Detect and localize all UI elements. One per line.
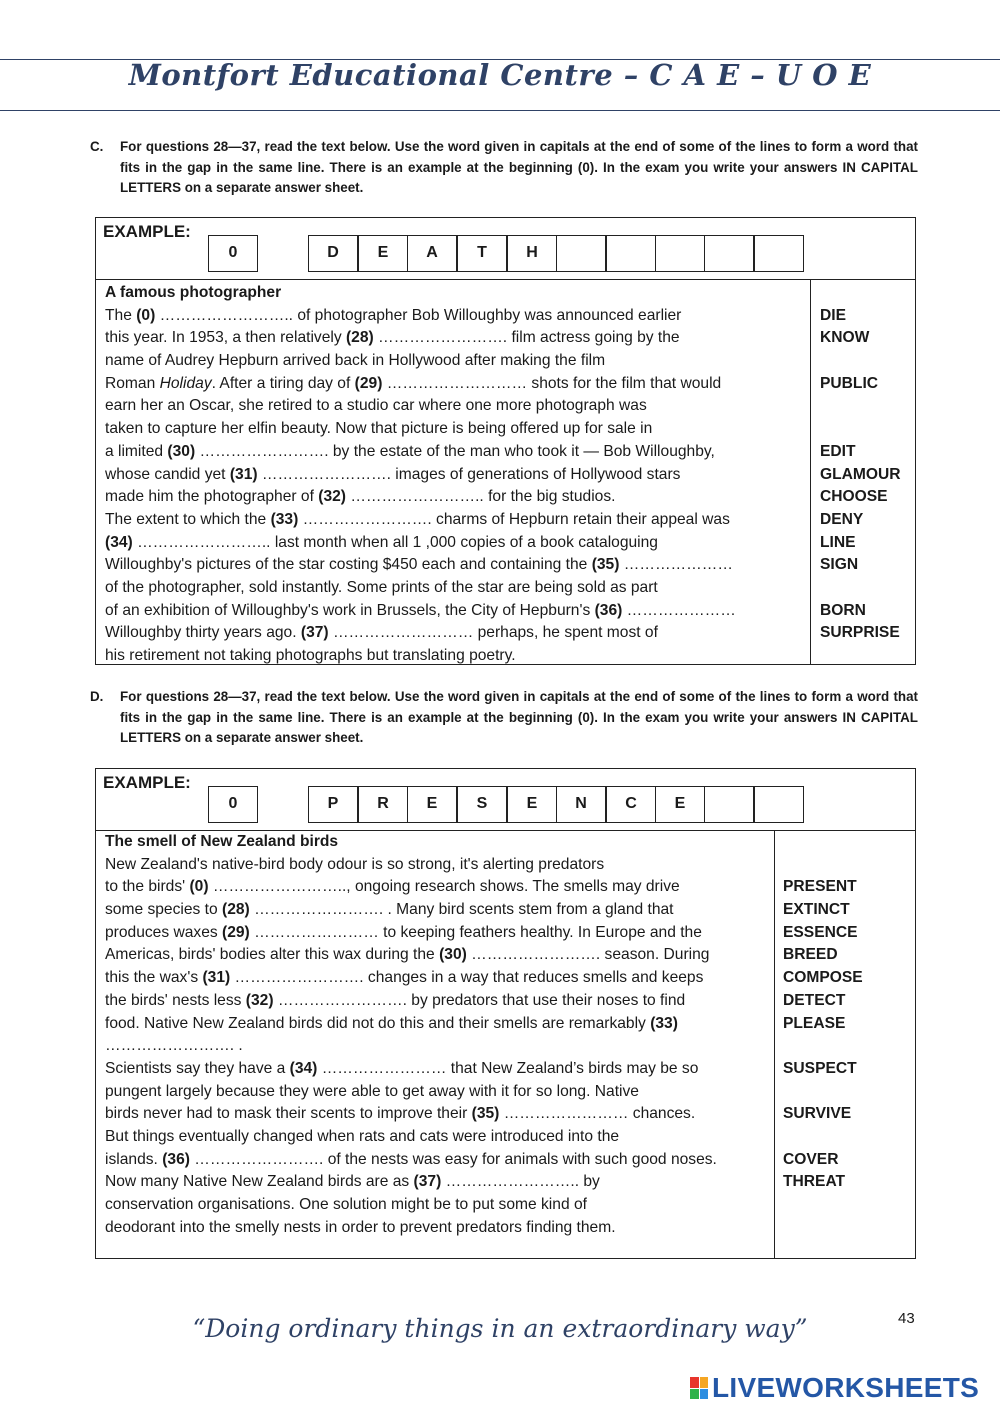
example-number-cell: 0 [208, 786, 258, 823]
example-letter-cell: R [358, 786, 408, 823]
page-header-title: Montfort Educational Centre – C A E – U O E [128, 58, 872, 92]
example-letter-cell: H [507, 235, 557, 272]
passage-lines [105, 305, 736, 668]
keyword [820, 577, 901, 600]
example-letter-cell: T [457, 235, 507, 272]
header-rule-bottom [0, 110, 1000, 111]
passage-line: produces waxes (29) …………………… to keeping feathers healthy. In Europe and the [105, 923, 702, 941]
passage-line: a limited (30) ……………………. by the estate of the man who took it — Bob Willoughby, [105, 442, 715, 460]
keyword [783, 1217, 863, 1240]
keyword: DIE [820, 306, 846, 324]
page-number: 43 [898, 1310, 915, 1327]
passage-line: of an exhibition of Willoughby's work in Brussels, the City of Hepburn's (36) ………………… [105, 601, 736, 619]
example-letter-cell [655, 235, 705, 272]
passage-line: islands. (36) ……………………. of the nests was easy for animals with such good noses. [105, 1150, 717, 1168]
passage-line: some species to (28) ……………………. . Many bird scents stem from a gland that [105, 901, 674, 919]
keyword [820, 645, 901, 668]
column-divider [774, 830, 775, 1258]
liveworksheets-brand: LIVEWORKSHEETS [712, 1372, 980, 1403]
keyword: PUBLIC [820, 374, 879, 392]
keyword [783, 1126, 863, 1149]
keyword [820, 395, 901, 418]
passage-line: name of Audrey Hepburn arrived back in Hollywood after making the film [105, 352, 606, 370]
keyword [783, 854, 863, 877]
example-letter-cell: E [407, 786, 457, 823]
passage-line: New Zealand's native-bird body odour is so strong, it's alerting predators [105, 855, 605, 873]
passage-line: birds never had to mask their scents to improve their (35) …………………… chances. [105, 1105, 696, 1123]
passage-line: Willoughby thirty years ago. (37) ……………………… perhaps, he spent most of [105, 624, 658, 642]
passage-line: whose candid yet (31) ……………………. images of generations of Hollywood stars [105, 465, 681, 483]
footer-motto: “Doing ordinary things in an extraordinary way” [192, 1314, 808, 1343]
passage-line: made him the photographer of (32) …………………….. for the big studios. [105, 488, 616, 506]
example-letter-cell [556, 235, 606, 272]
section-c-passage [105, 282, 736, 668]
keyword: SUSPECT [783, 1059, 857, 1077]
example-letter-cell: E [507, 786, 557, 823]
section-c-letter: C. [90, 139, 104, 154]
section-c-instruction-text: For questions 28—37, read the text below. Use the word given in capitals at the end of some of the lines to form a word that fits in the gap in the same line. There is an example at the beginning (0). In the exam you write your answers IN CAPITAL LETTERS on a separate answer sheet. [120, 139, 918, 195]
keyword: EXTINCT [783, 901, 850, 919]
section-d-instruction-text: For questions 28—37, read the text below. Use the word given in capitals at the end of some of the lines to form a word that fits in the gap in the same line. There is an example at the beginning (0). In the exam you write your answers IN CAPITAL LETTERS on a separate answer sheet. [120, 689, 918, 745]
passage-line: deodorant into the smelly nests in order to prevent predators finding them. [105, 1218, 616, 1236]
passage-line: the birds' nests less (32) ……………………. by predators that use their noses to find [105, 991, 686, 1009]
example-letter-cell [754, 235, 804, 272]
keyword: SURVIVE [783, 1105, 852, 1123]
keyword: COVER [783, 1150, 839, 1168]
example-letter-cell [704, 786, 754, 823]
example-letter-cell: N [556, 786, 606, 823]
passage-line: conservation organisations. One solution might be to put some kind of [105, 1196, 587, 1213]
keyword: GLAMOUR [820, 465, 901, 483]
passage-line: Americas, birds' bodies alter this wax during the (30) ……………………. season. During [105, 946, 710, 964]
keyword: KNOW [820, 329, 870, 347]
passage-line: Willoughby's pictures of the star costing $450 each and containing the (35) ………………… [105, 556, 733, 574]
passage-line: (34) …………………….. last month when all 1 ,000 copies of a book cataloguing [105, 533, 658, 551]
section-d-passage [105, 831, 717, 1239]
passage-line: to the birds' (0) …………………….., ongoing research shows. The smells may drive [105, 878, 680, 896]
passage-line: ……………………. . [105, 1037, 243, 1055]
passage-line: Scientists say they have a (34) …………………… that New Zealand’s birds may be so [105, 1059, 699, 1077]
passage-line: taken to capture her elfin beauty. Now that picture is being offered up for sale in [105, 420, 653, 438]
keyword: THREAT [783, 1173, 846, 1191]
keyword: COMPOSE [783, 969, 863, 987]
keyword [820, 282, 901, 305]
passage-title: The smell of New Zealand birds [105, 833, 339, 850]
passage-line: The extent to which the (33) ……………………. charms of Hepburn retain their appeal was [105, 510, 730, 528]
example-letter-cell: S [457, 786, 507, 823]
passage-line: pungent largely because they were able to get away with it for so long. Native [105, 1082, 639, 1100]
section-c-instruction [90, 137, 918, 199]
liveworksheets-icon [690, 1377, 708, 1399]
keyword [820, 350, 901, 373]
keyword: LINE [820, 533, 856, 551]
example-letter-cell: D [308, 235, 358, 272]
passage-line: his retirement not taking photographs but translating poetry. [105, 647, 516, 664]
section-d-instruction [90, 687, 918, 749]
keyword: SIGN [820, 556, 859, 574]
example-letter-cell [704, 235, 754, 272]
passage-line: The (0) …………………….. of photographer Bob Willoughby was announced earlier [105, 306, 682, 324]
passage-line: of the photographer, sold instantly. Some prints of the star are being sold as part [105, 578, 658, 596]
example-letter-cell: A [407, 235, 457, 272]
keyword [820, 418, 901, 441]
passage-title: A famous photographer [105, 284, 282, 301]
section-d-exercise-box [95, 768, 916, 1259]
keyword: DENY [820, 510, 864, 528]
keyword [783, 1081, 863, 1104]
keyword: CHOOSE [820, 488, 888, 506]
section-d-word-list [783, 831, 863, 1239]
column-divider [810, 279, 811, 664]
keyword [783, 1194, 863, 1217]
example-letter-cell: C [606, 786, 656, 823]
keyword: PLEASE [783, 1014, 846, 1032]
keyword: BORN [820, 601, 866, 619]
keyword [783, 1035, 863, 1058]
liveworksheets-logo[interactable] [690, 1372, 979, 1404]
keyword: BREED [783, 946, 838, 964]
example-letter-cell [754, 786, 804, 823]
example-label: EXAMPLE: [103, 773, 191, 792]
keyword: ESSENCE [783, 923, 858, 941]
keyword: DETECT [783, 991, 846, 1009]
example-number-cell: 0 [208, 235, 258, 272]
example-letter-cell [606, 235, 656, 272]
section-c-word-list [820, 282, 901, 668]
example-letter-cell: E [655, 786, 705, 823]
section-divider [96, 279, 915, 280]
example-letter-cell: P [308, 786, 358, 823]
passage-line: earn her an Oscar, she retired to a studio car where one more photograph was [105, 397, 647, 415]
keyword: PRESENT [783, 878, 857, 896]
passage-line: this year. In 1953, a then relatively (28) ……………………. film actress going by the [105, 329, 680, 347]
passage-lines [105, 854, 717, 1240]
passage-line: But things eventually changed when rats and cats were introduced into the [105, 1127, 620, 1145]
example-letter-cell: E [358, 235, 408, 272]
passage-line: Now many Native New Zealand birds are as (37) …………………….. by [105, 1173, 600, 1191]
keyword: EDIT [820, 442, 856, 460]
section-d-letter: D. [90, 689, 104, 704]
keyword [783, 831, 863, 854]
passage-line: Roman Holiday. After a tiring day of (29) ……………………… shots for the film that would [105, 374, 722, 392]
passage-line: this the wax's (31) ……………………. changes in a way that reduces smells and keeps [105, 969, 704, 987]
keyword: SURPRISE [820, 624, 900, 642]
example-label: EXAMPLE: [103, 222, 191, 241]
section-c-exercise-box [95, 217, 916, 665]
passage-line: food. Native New Zealand birds did not do this and their smells are remarkably (33) [105, 1014, 678, 1032]
